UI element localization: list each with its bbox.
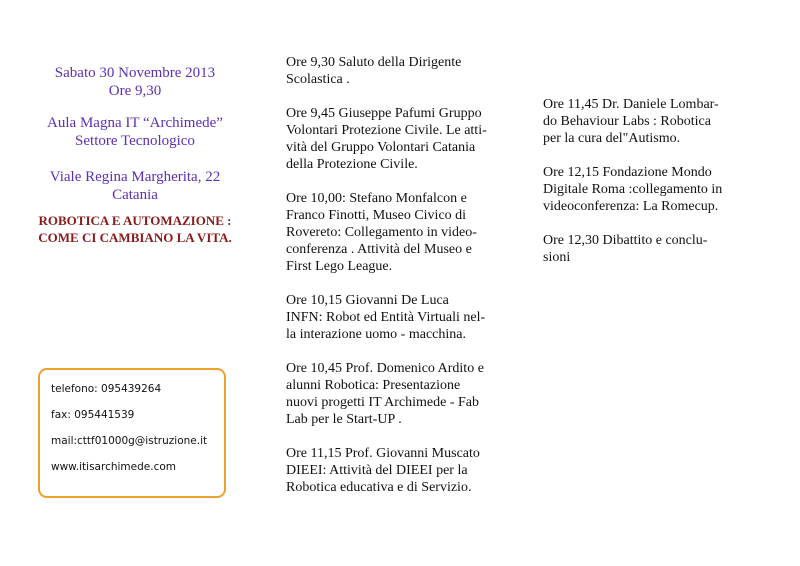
program-entry-line: alunni Robotica: Presentazione [286, 378, 461, 393]
program-entry [286, 360, 511, 428]
event-date [0, 64, 270, 100]
event-address [0, 168, 270, 204]
date-line: Sabato 30 Novembre 2013 [54, 65, 216, 81]
program-entry-line: videoconferenza: La Romecup. [543, 199, 719, 214]
program-entry-line: Ore 11,45 Dr. Daniele Lombar- [543, 97, 719, 112]
program-entry-line: della Protezione Civile. [286, 157, 418, 172]
program-entry-line: nuovi progetti IT Archimede - Fab [286, 395, 479, 410]
program-entry-line: la interazione uomo - macchina. [286, 327, 466, 342]
program-entry-line: per la cura del"Autismo. [543, 131, 681, 146]
program-entry [286, 292, 511, 343]
fax-contact: fax: 095441539 [51, 409, 135, 421]
program-entry-line: Rovereto: Collegamento in video- [286, 225, 477, 240]
program-entry-line: Digitale Roma :collegamento in [543, 182, 723, 197]
program-entry-line: sioni [543, 250, 571, 265]
venue-line: Aula Magna IT “Archimede” [47, 115, 223, 131]
contact-box [38, 368, 226, 498]
venue-sector-line: Settore Tecnologico [75, 133, 195, 149]
title-line: COME CI CAMBIANO LA VITA. [38, 230, 232, 245]
program-entry-line: Lab per le Start-UP . [286, 412, 402, 427]
program-entry-line: First Lego League. [286, 259, 393, 274]
program-entry-line: Ore 10,00: Stefano Monfalcon e [286, 191, 467, 206]
program-entry-line: Volontari Protezione Civile. Le atti- [286, 123, 487, 138]
website-contact[interactable]: www.itisarchimede.com [51, 461, 177, 473]
program-entry-line: do Behaviour Labs : Robotica [543, 114, 711, 129]
program-entry-line: conferenza . Attività del Museo e [286, 242, 472, 257]
program-entry-line: Scolastica . [286, 72, 350, 87]
program-entry [543, 232, 758, 266]
program-entry-line: Ore 11,15 Prof. Giovanni Muscato [286, 446, 480, 461]
program-entry [543, 164, 758, 215]
program-entry-line: INFN: Robot ed Entità Virtuali nel- [286, 310, 486, 325]
email-contact[interactable]: mail:cttf01000g@istruzione.it [51, 435, 208, 447]
program-column-right [543, 96, 758, 283]
program-entry-line: vità del Gruppo Volontari Catania [286, 140, 476, 155]
program-entry [286, 190, 511, 275]
program-entry-line: DIEEI: Attività del DIEEI per la [286, 463, 468, 478]
program-entry-line: Ore 10,45 Prof. Domenico Ardito e [286, 361, 484, 376]
phone-contact: telefono: 095439264 [51, 383, 162, 395]
time-line: Ore 9,30 [108, 83, 162, 99]
program-entry [286, 54, 511, 88]
event-title [0, 212, 270, 246]
program-entry-line: Franco Finotti, Museo Civico di [286, 208, 467, 223]
event-venue [0, 114, 270, 150]
street-line: Viale Regina Margherita, 22 [49, 169, 221, 185]
program-entry [286, 105, 511, 173]
city-line: Catania [112, 187, 158, 203]
program-entry-line: Ore 9,45 Giuseppe Pafumi Gruppo [286, 106, 482, 121]
program-column-middle [286, 54, 511, 513]
title-line: ROBOTICA E AUTOMAZIONE : [38, 213, 232, 228]
program-entry [286, 445, 511, 496]
program-entry [543, 96, 758, 147]
program-entry-line: Ore 10,15 Giovanni De Luca [286, 293, 449, 308]
program-entry-line: Robotica educativa e di Servizio. [286, 480, 472, 495]
program-entry-line: Ore 9,30 Saluto della Dirigente [286, 55, 462, 70]
program-entry-line: Ore 12,30 Dibattito e conclu- [543, 233, 708, 248]
program-entry-line: Ore 12,15 Fondazione Mondo [543, 165, 712, 180]
